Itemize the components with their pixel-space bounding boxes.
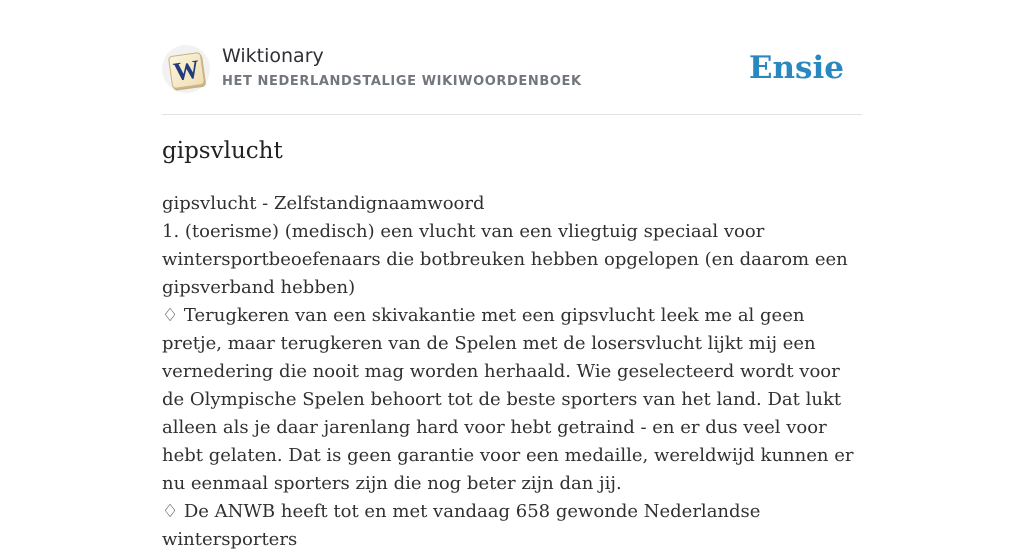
site-tagline: HET NEDERLANDSTALIGE WIKIWOORDENBOEK (222, 74, 582, 89)
site-header (162, 0, 862, 115)
wiktionary-logo-icon[interactable] (162, 45, 210, 93)
entry-definition: 1. (toerisme) (medisch) een vlucht van een vliegtuig speciaal voor wintersportbeoefenaars die botbreuken hebben opgelopen (en daarom een gipsverband hebben) (162, 221, 848, 298)
entry-example: ♢ De ANWB heeft tot en met vandaag 658 gewonde Nederlandse wintersporters (162, 501, 761, 550)
entry-body (162, 190, 862, 554)
entry-example: ♢ Terugkeren van een skivakantie met een gipsvlucht leek me al geen pretje, maar terugkeren van de Spelen met de losersvlucht lijkt mij een vernedering die nooit mag worden herhaald. Wie geselecteerd wordt voor de Olympische Spelen behoort tot de beste sporters van het land. Dat lukt alleen als je daar jarenlang hard voor hebt getraind - en er dus veel voor hebt gelaten. Dat is geen garantie voor een medaille, wereldwijd kunnen er nu eenmaal sporters zijn die nog beter zijn dan jij. (162, 305, 854, 494)
page-title: gipsvlucht (162, 138, 283, 164)
content-container (162, 0, 862, 550)
logo-tile: W (168, 52, 205, 89)
ensie-brand-link[interactable]: Ensie (748, 50, 844, 86)
entry-heading: gipsvlucht - Zelfstandignaamwoord (162, 193, 485, 214)
site-name[interactable]: Wiktionary (222, 45, 324, 67)
